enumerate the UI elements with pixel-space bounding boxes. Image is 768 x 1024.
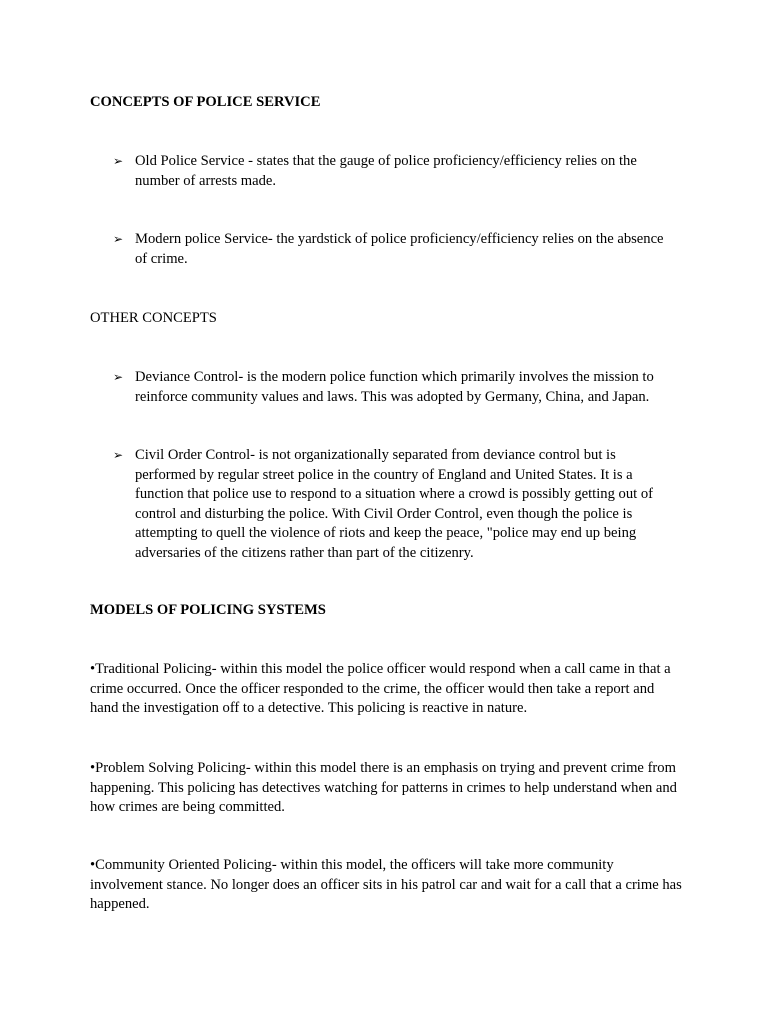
heading-models-of-policing-systems: MODELS OF POLICING SYSTEMS: [90, 602, 326, 618]
arrow-bullet-icon: ➢: [113, 154, 124, 168]
list-item-text: Old Police Service - states that the gauge of police proficiency/efficiency relies on the number of arrests made.: [135, 153, 637, 189]
paragraph-problem-solving-policing: •Problem Solving Policing- within this model there is an emphasis on trying and prevent crime from happening. This policing has detectives watching for patterns in crimes to help understand when and how crimes are being committed.: [90, 760, 677, 815]
arrow-bullet-icon: ➢: [113, 448, 124, 462]
arrow-bullet-icon: ➢: [113, 232, 124, 246]
list-item-civil-order-control: [113, 446, 673, 563]
list-item-text: Modern police Service- the yardstick of police proficiency/efficiency relies on the absence of crime.: [135, 231, 664, 267]
arrow-bullet-icon: ➢: [113, 370, 124, 384]
list-item-old-police-service: [113, 152, 673, 191]
list-item-text: Deviance Control- is the modern police function which primarily involves the mission to reinforce community values and laws. This was adopted by Germany, China, and Japan.: [135, 369, 654, 405]
list-item-deviance-control: [113, 368, 673, 407]
list-item-modern-police-service: [113, 230, 673, 269]
heading-concepts-of-police-service: CONCEPTS OF POLICE SERVICE: [90, 94, 321, 110]
paragraph-traditional-policing: •Traditional Policing- within this model the police officer would respond when a call came in that a crime occurred. Once the officer responded to the crime, the officer would then take a report and hand the investigation off to a detective. This policing is reactive in nature.: [90, 661, 671, 716]
list-item-text: Civil Order Control- is not organizationally separated from deviance control but is performed by regular street police in the country of England and United States. It is a function that police use to respond to a situation where a crowd is possibly getting out of control and disturbing the police. With Civil Order Control, even though the police is attempting to quell the violence of riots and keep the peace, "police may end up being adversaries of the citizens rather than part of the citizenry.: [135, 447, 653, 561]
heading-other-concepts: OTHER CONCEPTS: [90, 310, 217, 326]
paragraph-community-oriented-policing: •Community Oriented Policing- within this model, the officers will take more community involvement stance. No longer does an officer sits in his patrol car and wait for a call that a crime has happened.: [90, 857, 682, 912]
